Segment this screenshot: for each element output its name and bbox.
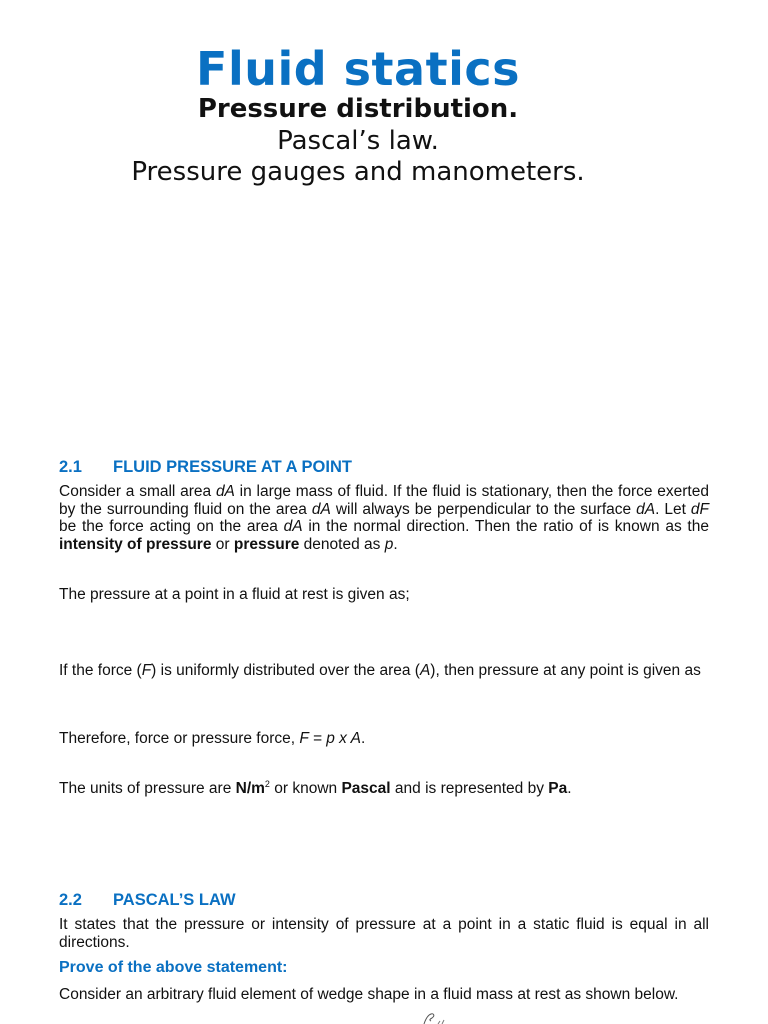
section-number: 2.1: [59, 458, 82, 476]
section-number: 2.2: [59, 891, 82, 909]
document-title: Fluid statics: [196, 42, 520, 96]
document-subtitle-pascals-law: Pascal’s law.: [277, 126, 439, 156]
paragraph-units-of-pressure: The units of pressure are $N/m^2$ or known Pascal and is represented by Pa.: [59, 778, 572, 797]
paragraph-pressure-at-rest: The pressure at a point in a fluid at rest is given as;: [59, 586, 410, 603]
section-heading-2-1: [59, 458, 352, 477]
wedge-diagram-fragment: [330, 1006, 470, 1024]
paragraph-pressure-force: Therefore, force or pressure force, F = p x A.: [59, 730, 366, 747]
section-title: PASCAL’S LAW: [113, 891, 236, 909]
paragraph-wedge-element: Consider an arbitrary fluid element of wedge shape in a fluid mass at rest as shown below.: [59, 986, 679, 1003]
section-title: FLUID PRESSURE AT A POINT: [113, 458, 352, 476]
subheading-proof: Prove of the above statement:: [59, 959, 288, 976]
document-subtitle-pressure-distribution: Pressure distribution.: [197, 94, 519, 124]
paragraph-uniform-force: If the force (F) is uniformly distributed over the area (A), then pressure at any point is given as: [59, 662, 701, 679]
paragraph-pascals-law-statement: It states that the pressure or intensity of pressure at a point in a static fluid is equal in all directions.: [59, 916, 709, 951]
paragraph-fluid-pressure-definition: Consider a small area dA in large mass of fluid. If the fluid is stationary, then the force exerted by the surrounding fluid on the area dA will always be perpendicular to the surface dA. Let dF be the force acting on the area dA in the normal direction. Then the ratio of is known as the intensity of pressure or pressure denoted as p.: [59, 483, 709, 553]
document-subtitle-gauges: Pressure gauges and manometers.: [131, 157, 585, 187]
section-heading-2-2: [59, 891, 236, 910]
